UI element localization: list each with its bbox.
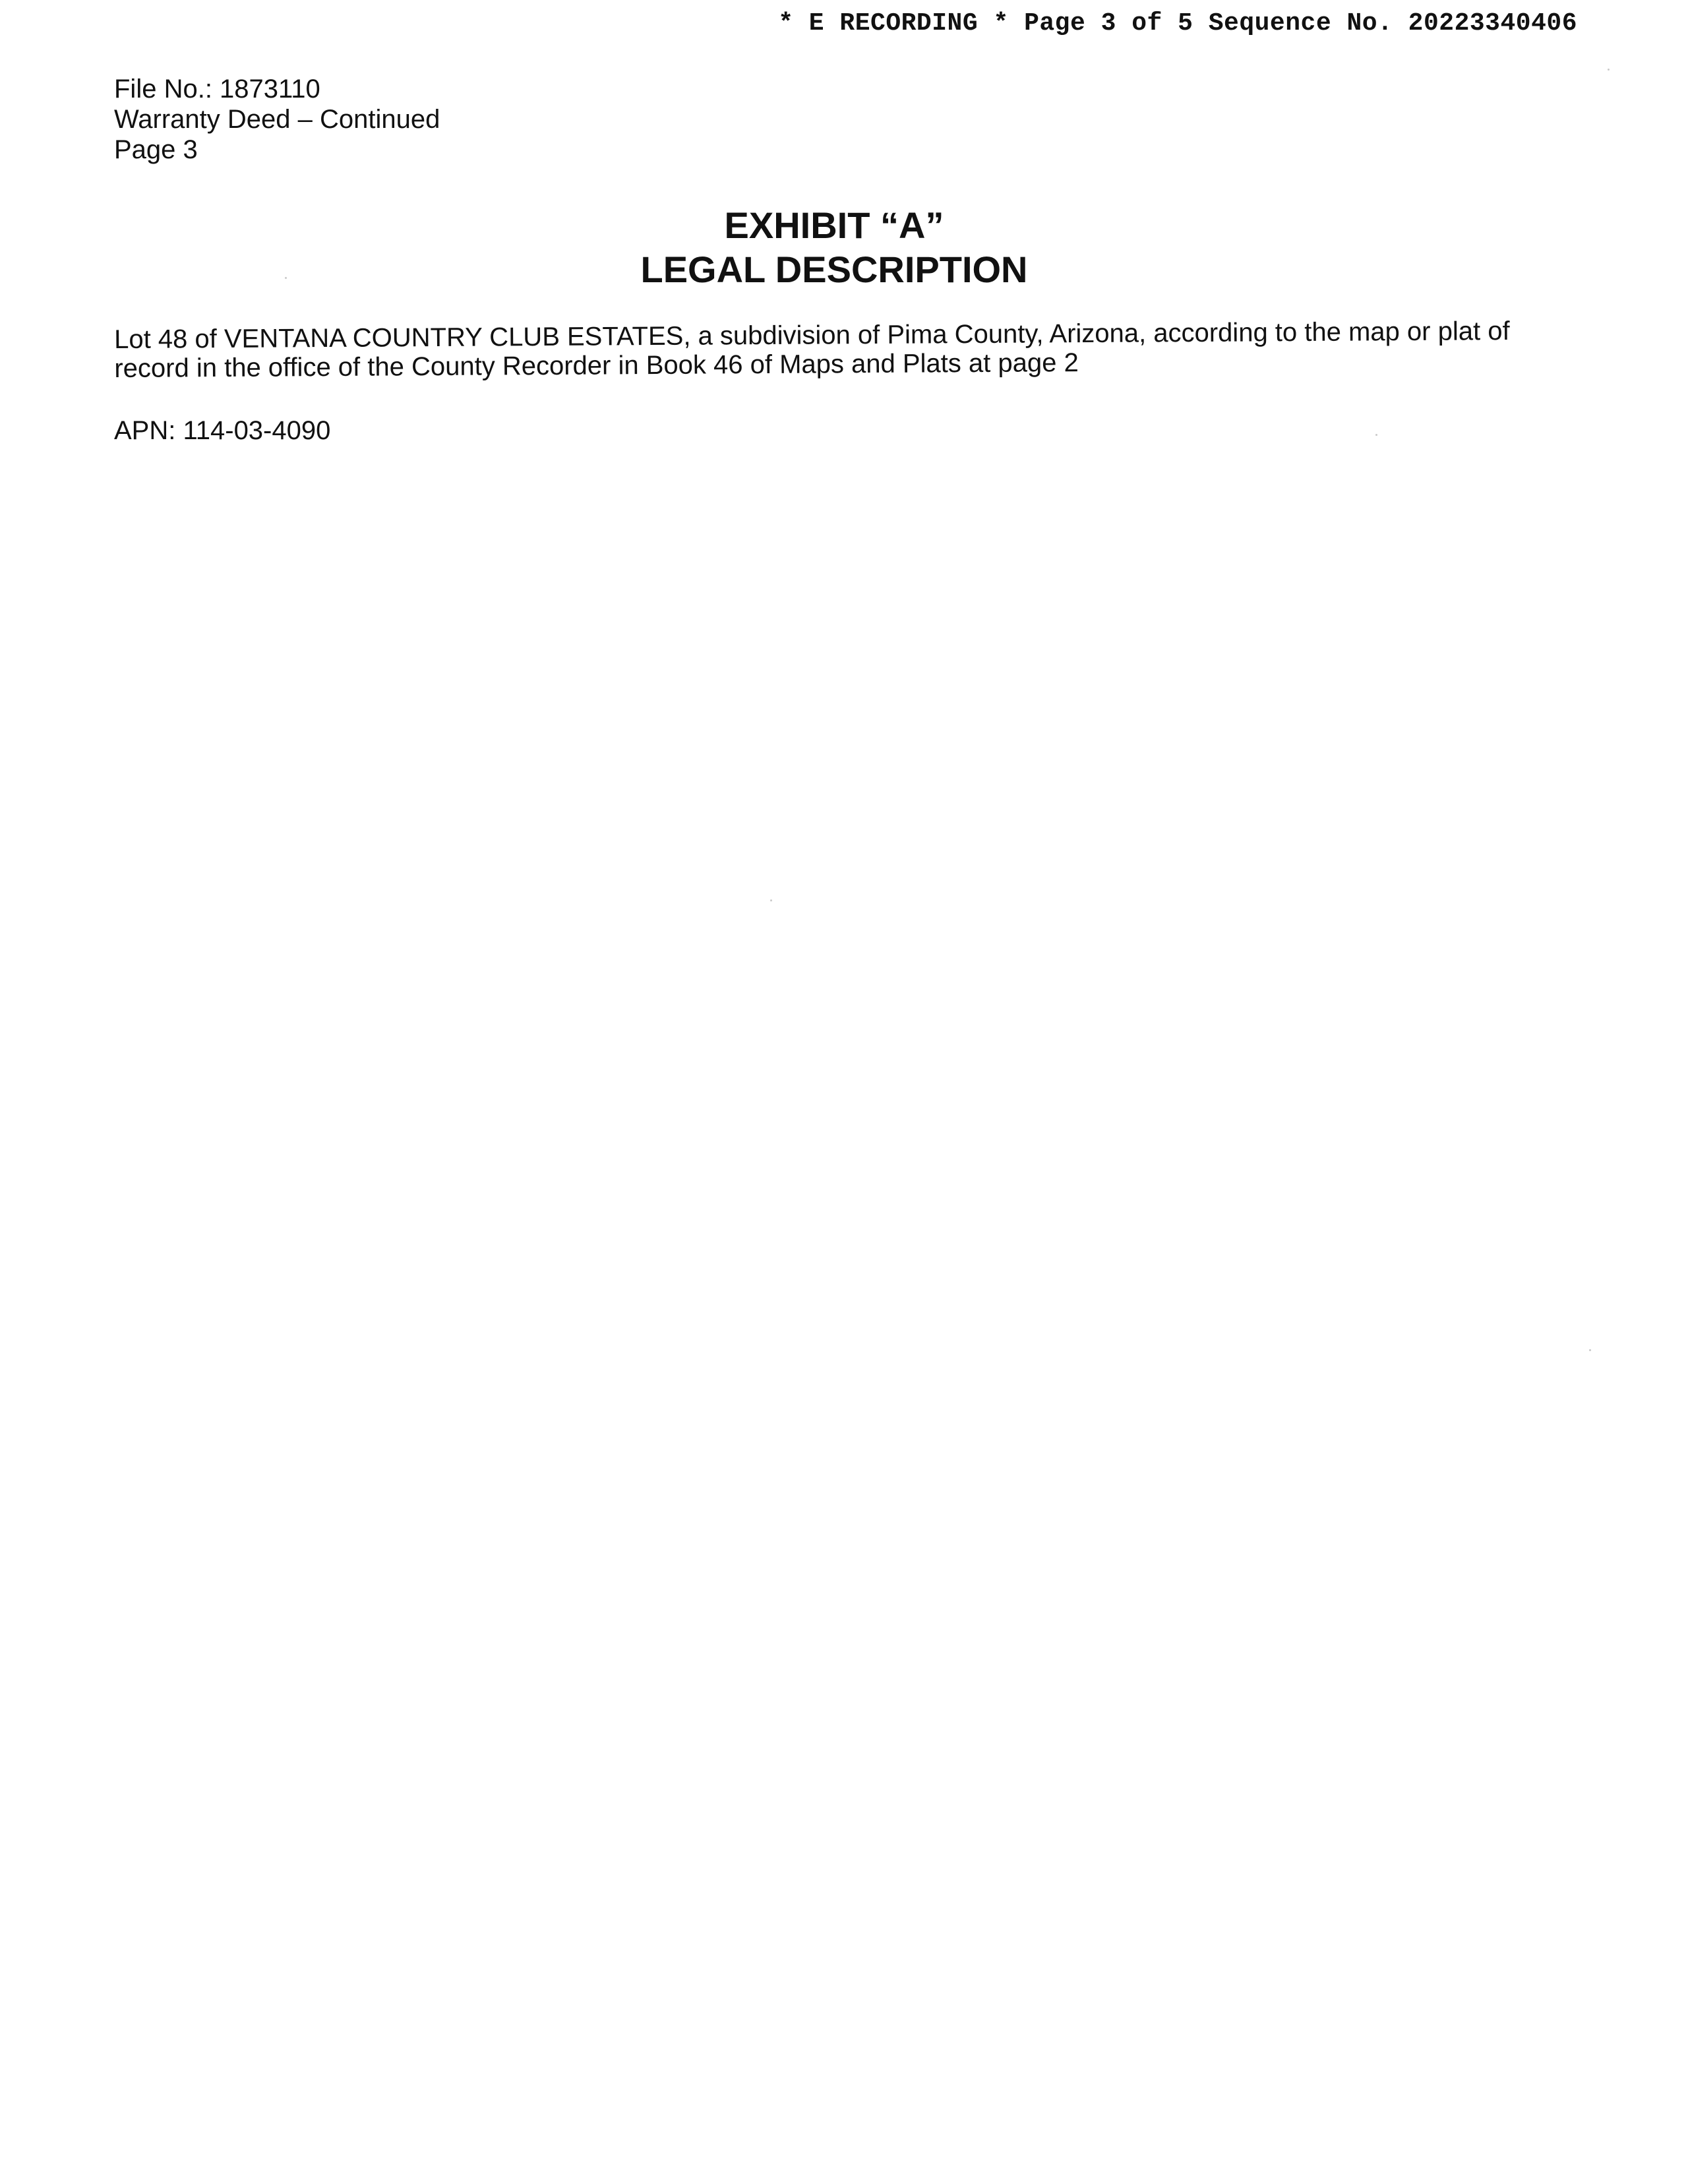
scan-speck	[1589, 1349, 1591, 1351]
recording-header: * E RECORDING * Page 3 of 5 Sequence No. 20223340406	[778, 9, 1577, 38]
scan-speck	[285, 277, 287, 279]
file-info-block	[114, 74, 440, 165]
exhibit-heading	[0, 203, 1688, 291]
page-label: Page 3	[114, 135, 198, 164]
scan-speck	[770, 899, 772, 901]
exhibit-title: EXHIBIT “A”	[724, 204, 944, 246]
document-type: Warranty Deed – Continued	[114, 105, 440, 134]
exhibit-subtitle: LEGAL DESCRIPTION	[640, 249, 1028, 290]
legal-description-text: Lot 48 of VENTANA COUNTRY CLUB ESTATES, a subdivision of Pima County, Arizona, according to the map or plat of record in the office of the County Recorder in Book 46 of Maps and Plats at page 2	[114, 317, 1510, 383]
apn-number: APN: 114-03-4090	[114, 416, 331, 445]
scan-speck	[1375, 434, 1377, 436]
scan-speck	[1608, 69, 1610, 71]
file-number: File No.: 1873110	[114, 75, 320, 104]
